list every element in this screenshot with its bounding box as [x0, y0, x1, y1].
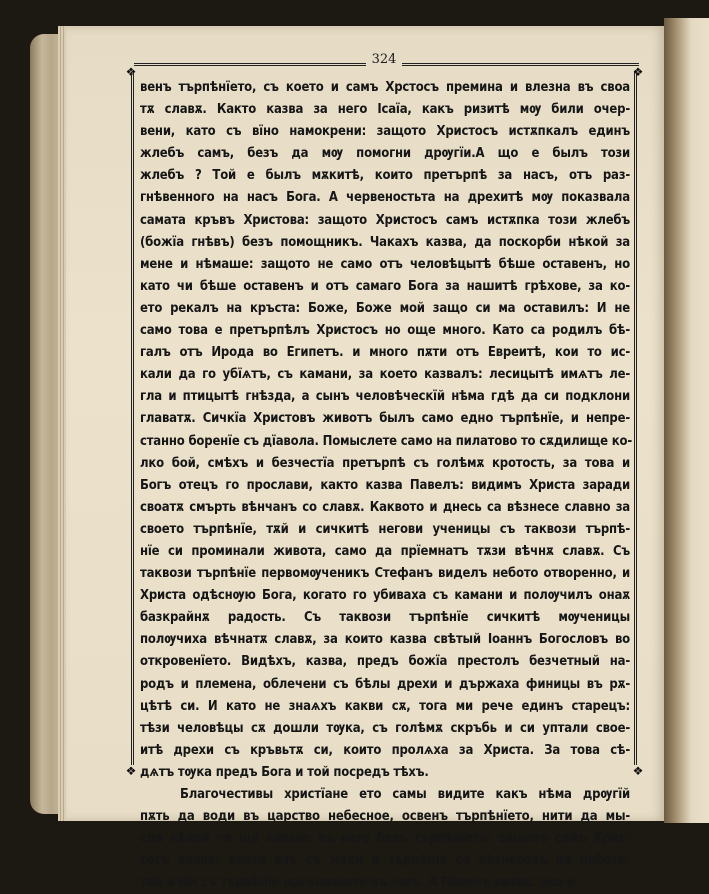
- text-line: вени, като съ вїно намокрени: защото Христосъ истѫпкалъ единъ: [140, 124, 630, 140]
- text-line: итѣ дрехи съ кръвьтѫ си, които пролѧха за Христа. За това сѣ-: [140, 742, 630, 758]
- text-line: тосъ казва: както азъ съ мѫки и търпѣнїе са вѣзнесохъ на небото,: [140, 853, 630, 869]
- text-line: таквози търпѣнїе первомѹченикъ Стефанъ виделъ небото отворенно, и: [140, 566, 630, 582]
- text-line: своето търпѣнїе, тѫй и сичкитѣ негови ученицы съ таквози търпѣ-: [140, 521, 630, 537]
- text-line: жлебъ самъ, безъ да мѹ помогни дрѹгїи.А що е былъ този: [140, 146, 630, 162]
- text-line: самата кръвъ Христова: защото Христосъ самъ истѫпка този жлебъ: [140, 212, 630, 228]
- text-line: главатѫ. Сичкїа Христовъ животъ былъ само едно търпѣнїе, и непре-: [140, 411, 630, 427]
- header-rule-left: [134, 63, 366, 66]
- text-line: тѫ славѫ. Както казва за него Ісаїа, какъ ризитѣ мѹ били очер-: [140, 102, 630, 118]
- text-line: цѣтѣ си. И като не знаѧхъ какви сѫ, тога ми рече единъ старецъ:: [140, 698, 630, 714]
- text-line: галъ отъ Ирода во Египетъ. и много пѫти отъ Евреитѣ, кои то ис-: [140, 345, 630, 361]
- text-line: гла и птицытѣ гнѣзда, а сынъ человѣческїй нѣма гдѣ да си подклони: [140, 389, 630, 405]
- corner-ornament-icon: ❖: [125, 764, 137, 778]
- text-line: ето рекалъ на кръста: Боже, Боже мой защо си ма оставилъ: И не: [140, 300, 630, 316]
- next-page-gutter: [664, 18, 709, 823]
- text-line: мене и нѣмаше: защото не само отъ человѣцытѣ бѣше оставенъ, но: [140, 256, 630, 272]
- text-line: тѫй и вїи съ търпѣнїе ще влезнете въ него. А Павелъ казва: ако у-: [140, 875, 579, 891]
- text-line: Благочестивы христїане ето самы видите какъ нѣма дрѹгїй: [180, 787, 630, 802]
- header-rule-right: [402, 63, 639, 66]
- text-line: венъ търпѣнїето, съ което и самъ Хрстосъ премина и влезна въ своа: [140, 80, 630, 95]
- corner-ornament-icon: ❖: [632, 65, 644, 79]
- text-line: гнѣвенного на насъ Бога. А червеностьта на дрехитѣ мѹ показвала: [140, 190, 630, 206]
- text-line: кали да го убїѧтъ, съ камани, за което казвалъ: лесицытѣ имѧтъ ле-: [140, 367, 630, 383]
- text-line: откровенїето. Видѣхъ, казва, предъ божїа престолъ безчетный на-: [140, 654, 630, 670]
- text-line: нїе си проминали живота, само да прїемнатъ тѫзи вѣчнѫ славѫ. Съ: [140, 543, 630, 559]
- text-line: жлебъ ? Той е былъ мѫкитѣ, които претърпѣ за насъ, отъ раз-: [140, 168, 630, 184]
- text-line: своатѫ смърть вѣнчанъ со славѫ. Каквото и днесь са вѣзнесе славно за: [140, 499, 630, 515]
- text-line: тѣзи человѣцы сѫ дошли тѹка, съ голѣмѫ скръбь и си уптали свое-: [140, 720, 630, 736]
- corner-ornament-icon: ❖: [632, 764, 644, 778]
- body-text: [140, 77, 630, 894]
- text-line: станно боренїе съ дїавола. Помыслете само на пилатово то сѫдилище ко-: [140, 433, 632, 449]
- text-line: сли нѣкой чи ще влезне въ него безъ търпѣнїето: защото самъ Хрис-: [140, 831, 630, 847]
- text-line: базкрайнѫ радость. Съ таквози търпѣнїе сичкитѣ мѹченицы: [140, 610, 630, 626]
- text-line: пѫть да води въ царство небесное, освенъ търпѣнїето, нити да мы-: [140, 809, 630, 825]
- page-number: 324: [371, 52, 397, 67]
- text-line: Богъ отецъ го прослави, както казва Павелъ: видимъ Христа заради: [140, 477, 630, 493]
- corner-ornament-icon: ❖: [125, 65, 137, 79]
- text-line: само това е претърпѣлъ Христосъ но още много. Като са родилъ бѣ-: [140, 323, 630, 339]
- text-line: (божїа гнѣвъ) безъ помощникъ. Чакахъ казва, да поскорби нѣкой за: [140, 234, 630, 250]
- text-line: като чи бѣше оставенъ и отъ самаго Бога за нашитѣ грѣхове, за ко-: [140, 278, 630, 294]
- text-line: лко бой, смѣхъ и безчестїа претърпѣ съ голѣмѫ кротость, за това и: [140, 455, 630, 471]
- text-line: Христа одѣснѹю Бога, когато го убиваха съ камани и полѹчилъ онаѫ: [140, 588, 630, 604]
- text-line: дѧтъ тѹка предъ Бога и той посредъ тѣхъ.: [140, 764, 429, 780]
- text-line: родъ и племена, облечени съ бѣлы дрехи и държаха финицы въ рѫ-: [140, 676, 630, 692]
- text-line: полѹчиха вѣчнатѫ славѫ, за които казва свѣтый Іоаннъ Богословъ во: [140, 632, 630, 648]
